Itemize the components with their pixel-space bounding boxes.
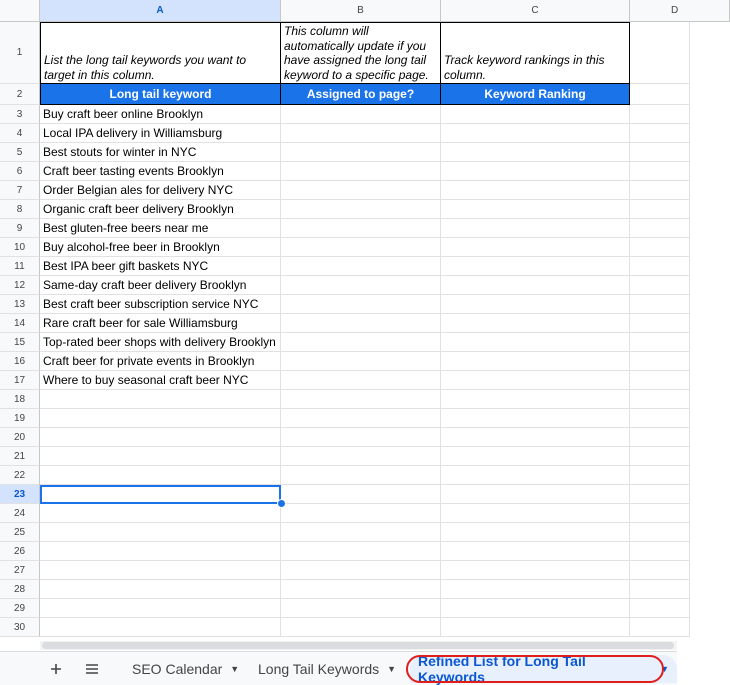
grid-cell[interactable] xyxy=(630,22,690,84)
column-header-b[interactable]: B xyxy=(281,0,441,22)
row-header[interactable]: 9 xyxy=(0,219,40,238)
grid-cell[interactable] xyxy=(630,352,690,371)
grid-cell[interactable] xyxy=(441,561,630,580)
grid-cell[interactable] xyxy=(441,276,630,295)
grid-cell[interactable] xyxy=(441,542,630,561)
grid-cell[interactable] xyxy=(630,561,690,580)
grid-cell[interactable] xyxy=(630,542,690,561)
row-header[interactable]: 8 xyxy=(0,200,40,219)
note-cell-a1[interactable]: List the long tail keywords you want to target in this column. xyxy=(40,22,281,84)
grid-cell[interactable] xyxy=(630,618,690,637)
keyword-cell[interactable]: Best stouts for winter in NYC xyxy=(40,143,281,162)
keyword-cell[interactable]: Best gluten-free beers near me xyxy=(40,219,281,238)
grid-cell[interactable] xyxy=(441,162,630,181)
row-header[interactable]: 26 xyxy=(0,542,40,561)
grid-cell[interactable] xyxy=(630,181,690,200)
grid-cell[interactable] xyxy=(630,466,690,485)
grid-cell[interactable] xyxy=(441,599,630,618)
row-header[interactable]: 18 xyxy=(0,390,40,409)
grid-cell[interactable] xyxy=(281,219,441,238)
grid-cell[interactable] xyxy=(281,504,441,523)
menu-icon xyxy=(85,663,99,675)
grid-cell[interactable] xyxy=(281,485,441,504)
header-cell-ranking[interactable]: Keyword Ranking xyxy=(440,84,630,105)
grid-cell[interactable] xyxy=(441,295,630,314)
grid-cell[interactable] xyxy=(40,390,281,409)
grid-cell[interactable] xyxy=(441,618,630,637)
fill-handle[interactable] xyxy=(277,499,286,508)
grid-cell[interactable] xyxy=(441,371,630,390)
row-header[interactable]: 10 xyxy=(0,238,40,257)
grid-cell[interactable] xyxy=(630,428,690,447)
all-sheets-button[interactable] xyxy=(80,657,104,681)
keyword-cell[interactable]: Local IPA delivery in Williamsburg xyxy=(40,124,281,143)
grid-cell[interactable] xyxy=(630,333,690,352)
grid-cell[interactable] xyxy=(281,314,441,333)
grid-cell[interactable] xyxy=(40,542,281,561)
grid-cell[interactable] xyxy=(630,276,690,295)
row-header[interactable]: 19 xyxy=(0,409,40,428)
row-header[interactable]: 2 xyxy=(0,84,40,105)
grid-cell[interactable] xyxy=(630,219,690,238)
column-header-a[interactable]: A xyxy=(40,0,281,22)
keyword-cell[interactable]: Buy alcohol-free beer in Brooklyn xyxy=(40,238,281,257)
row-header[interactable]: 15 xyxy=(0,333,40,352)
sheet-tab-label: Refined List for Long Tail Keywords xyxy=(418,653,586,685)
grid-cell[interactable] xyxy=(281,257,441,276)
row-header[interactable]: 25 xyxy=(0,523,40,542)
grid-cell[interactable] xyxy=(281,580,441,599)
keyword-cell[interactable]: Where to buy seasonal craft beer NYC xyxy=(40,371,281,390)
row-header[interactable]: 12 xyxy=(0,276,40,295)
grid-cell[interactable] xyxy=(281,276,441,295)
header-cell-assigned[interactable]: Assigned to page? xyxy=(280,84,441,105)
sheet-tab-label: SEO Calendar xyxy=(132,661,223,677)
row-header[interactable]: 5 xyxy=(0,143,40,162)
grid-cell[interactable] xyxy=(281,105,441,124)
keyword-cell[interactable]: Best IPA beer gift baskets NYC xyxy=(40,257,281,276)
grid-cell[interactable] xyxy=(630,523,690,542)
grid-cell[interactable] xyxy=(281,162,441,181)
keyword-cell[interactable]: Order Belgian ales for delivery NYC xyxy=(40,181,281,200)
select-all-corner[interactable] xyxy=(0,0,40,22)
row-header[interactable]: 4 xyxy=(0,124,40,143)
row-header[interactable]: 11 xyxy=(0,257,40,276)
grid-cell[interactable] xyxy=(630,580,690,599)
grid-cell[interactable] xyxy=(441,523,630,542)
grid-cell[interactable] xyxy=(281,447,441,466)
row-header[interactable]: 3 xyxy=(0,105,40,124)
grid-cell[interactable] xyxy=(630,200,690,219)
grid-cell[interactable] xyxy=(281,371,441,390)
keyword-cell[interactable]: Best craft beer subscription service NYC xyxy=(40,295,281,314)
grid-cell[interactable] xyxy=(281,409,441,428)
grid-cell[interactable] xyxy=(441,105,630,124)
row-header[interactable]: 24 xyxy=(0,504,40,523)
grid-cell[interactable] xyxy=(40,561,281,580)
scrollbar-thumb[interactable] xyxy=(42,642,674,649)
note-cell-b1[interactable]: This column will automatically update if you have assigned the long tail keyword to a specific page. xyxy=(280,22,441,84)
row-header[interactable]: 21 xyxy=(0,447,40,466)
row-header[interactable]: 14 xyxy=(0,314,40,333)
grid-cell[interactable] xyxy=(630,143,690,162)
horizontal-scrollbar[interactable] xyxy=(40,641,677,650)
caret-down-icon[interactable]: ▼ xyxy=(387,664,397,674)
row-header[interactable]: 17 xyxy=(0,371,40,390)
grid-cell[interactable] xyxy=(630,124,690,143)
keyword-cell[interactable]: Organic craft beer delivery Brooklyn xyxy=(40,200,281,219)
grid-cell[interactable] xyxy=(281,295,441,314)
row-header[interactable]: 20 xyxy=(0,428,40,447)
grid-cell[interactable] xyxy=(441,257,630,276)
grid-cell[interactable] xyxy=(630,599,690,618)
grid-cell[interactable] xyxy=(441,219,630,238)
grid-cell[interactable] xyxy=(441,200,630,219)
sheet-tab-long-tail-keywords[interactable] xyxy=(258,655,396,683)
grid-cell[interactable] xyxy=(281,352,441,371)
grid-cell[interactable] xyxy=(630,390,690,409)
grid-cell[interactable] xyxy=(630,84,690,105)
grid-cell[interactable] xyxy=(281,238,441,257)
column-header-d[interactable]: D xyxy=(630,0,730,22)
grid-cell[interactable] xyxy=(40,580,281,599)
grid-cell[interactable] xyxy=(441,466,630,485)
row-header[interactable]: 1 xyxy=(0,22,40,84)
grid-cell[interactable] xyxy=(281,200,441,219)
grid-cell[interactable] xyxy=(630,105,690,124)
grid-cell[interactable] xyxy=(630,238,690,257)
grid-cell[interactable] xyxy=(441,143,630,162)
grid-cell[interactable] xyxy=(40,466,281,485)
row-header[interactable]: 28 xyxy=(0,580,40,599)
row-header[interactable]: 6 xyxy=(0,162,40,181)
grid-cell[interactable] xyxy=(630,409,690,428)
grid-cell[interactable] xyxy=(441,333,630,352)
row-header[interactable]: 22 xyxy=(0,466,40,485)
keyword-cell[interactable]: Top-rated beer shops with delivery Brooklyn xyxy=(40,333,281,352)
grid-cell[interactable] xyxy=(40,599,281,618)
grid-cell[interactable] xyxy=(441,238,630,257)
grid-cell[interactable] xyxy=(441,314,630,333)
note-cell-c1[interactable]: Track keyword rankings in this column. xyxy=(440,22,630,84)
row-header[interactable]: 30 xyxy=(0,618,40,637)
grid-cell[interactable] xyxy=(281,542,441,561)
keyword-cell[interactable]: Buy craft beer online Brooklyn xyxy=(40,105,281,124)
keyword-cell[interactable]: Craft beer tasting events Brooklyn xyxy=(40,162,281,181)
keyword-cell[interactable]: Rare craft beer for sale Williamsburg xyxy=(40,314,281,333)
grid-cell[interactable] xyxy=(40,447,281,466)
keyword-cell[interactable]: Craft beer for private events in Brooklyn xyxy=(40,352,281,371)
add-sheet-button[interactable] xyxy=(44,657,68,681)
sheet-tab-bar xyxy=(0,651,677,685)
grid-cell[interactable] xyxy=(281,390,441,409)
grid-cell[interactable] xyxy=(441,580,630,599)
grid-cell[interactable] xyxy=(630,162,690,181)
grid-cell[interactable] xyxy=(630,485,690,504)
grid-cell[interactable] xyxy=(40,409,281,428)
caret-down-icon[interactable]: ▼ xyxy=(660,664,669,674)
grid-cell[interactable] xyxy=(40,618,281,637)
grid-cell[interactable] xyxy=(441,504,630,523)
plus-icon xyxy=(50,663,62,675)
grid-cell[interactable] xyxy=(281,466,441,485)
grid-cell[interactable] xyxy=(281,561,441,580)
row-header[interactable]: 16 xyxy=(0,352,40,371)
grid-cell[interactable] xyxy=(630,314,690,333)
grid-cell[interactable] xyxy=(40,504,281,523)
grid-cell[interactable] xyxy=(441,409,630,428)
grid-cell[interactable] xyxy=(281,428,441,447)
grid-cell[interactable] xyxy=(281,333,441,352)
row-header[interactable]: 13 xyxy=(0,295,40,314)
grid-cell[interactable] xyxy=(630,504,690,523)
sheet-tab-label: Long Tail Keywords xyxy=(258,661,380,677)
keyword-cell[interactable]: Same-day craft beer delivery Brooklyn xyxy=(40,276,281,295)
grid-cell[interactable] xyxy=(281,181,441,200)
grid-cell[interactable] xyxy=(281,599,441,618)
grid-cell[interactable] xyxy=(441,447,630,466)
grid-cell[interactable] xyxy=(281,143,441,162)
sheet-tab-seo-calendar[interactable] xyxy=(132,655,239,683)
grid-cell[interactable] xyxy=(441,352,630,371)
grid-cell[interactable] xyxy=(441,485,630,504)
highlight-circle xyxy=(406,655,664,683)
grid-cell[interactable] xyxy=(630,447,690,466)
grid-cell[interactable] xyxy=(441,428,630,447)
grid-cell[interactable] xyxy=(441,390,630,409)
header-cell-keyword[interactable]: Long tail keyword xyxy=(40,84,281,105)
row-header[interactable]: 23 xyxy=(0,485,40,504)
grid-cell[interactable] xyxy=(40,428,281,447)
grid-cell[interactable] xyxy=(441,181,630,200)
grid-cell[interactable] xyxy=(630,295,690,314)
grid-cell[interactable] xyxy=(281,618,441,637)
grid-cell[interactable] xyxy=(281,523,441,542)
grid-cell[interactable] xyxy=(40,523,281,542)
row-header[interactable]: 27 xyxy=(0,561,40,580)
active-cell[interactable] xyxy=(40,485,281,504)
grid-cell[interactable] xyxy=(441,124,630,143)
grid-cell[interactable] xyxy=(281,124,441,143)
column-header-c[interactable]: C xyxy=(441,0,630,22)
grid-cell[interactable] xyxy=(630,371,690,390)
grid-cell[interactable] xyxy=(630,257,690,276)
caret-down-icon[interactable]: ▼ xyxy=(230,664,240,674)
row-header[interactable]: 7 xyxy=(0,181,40,200)
row-header[interactable]: 29 xyxy=(0,599,40,618)
